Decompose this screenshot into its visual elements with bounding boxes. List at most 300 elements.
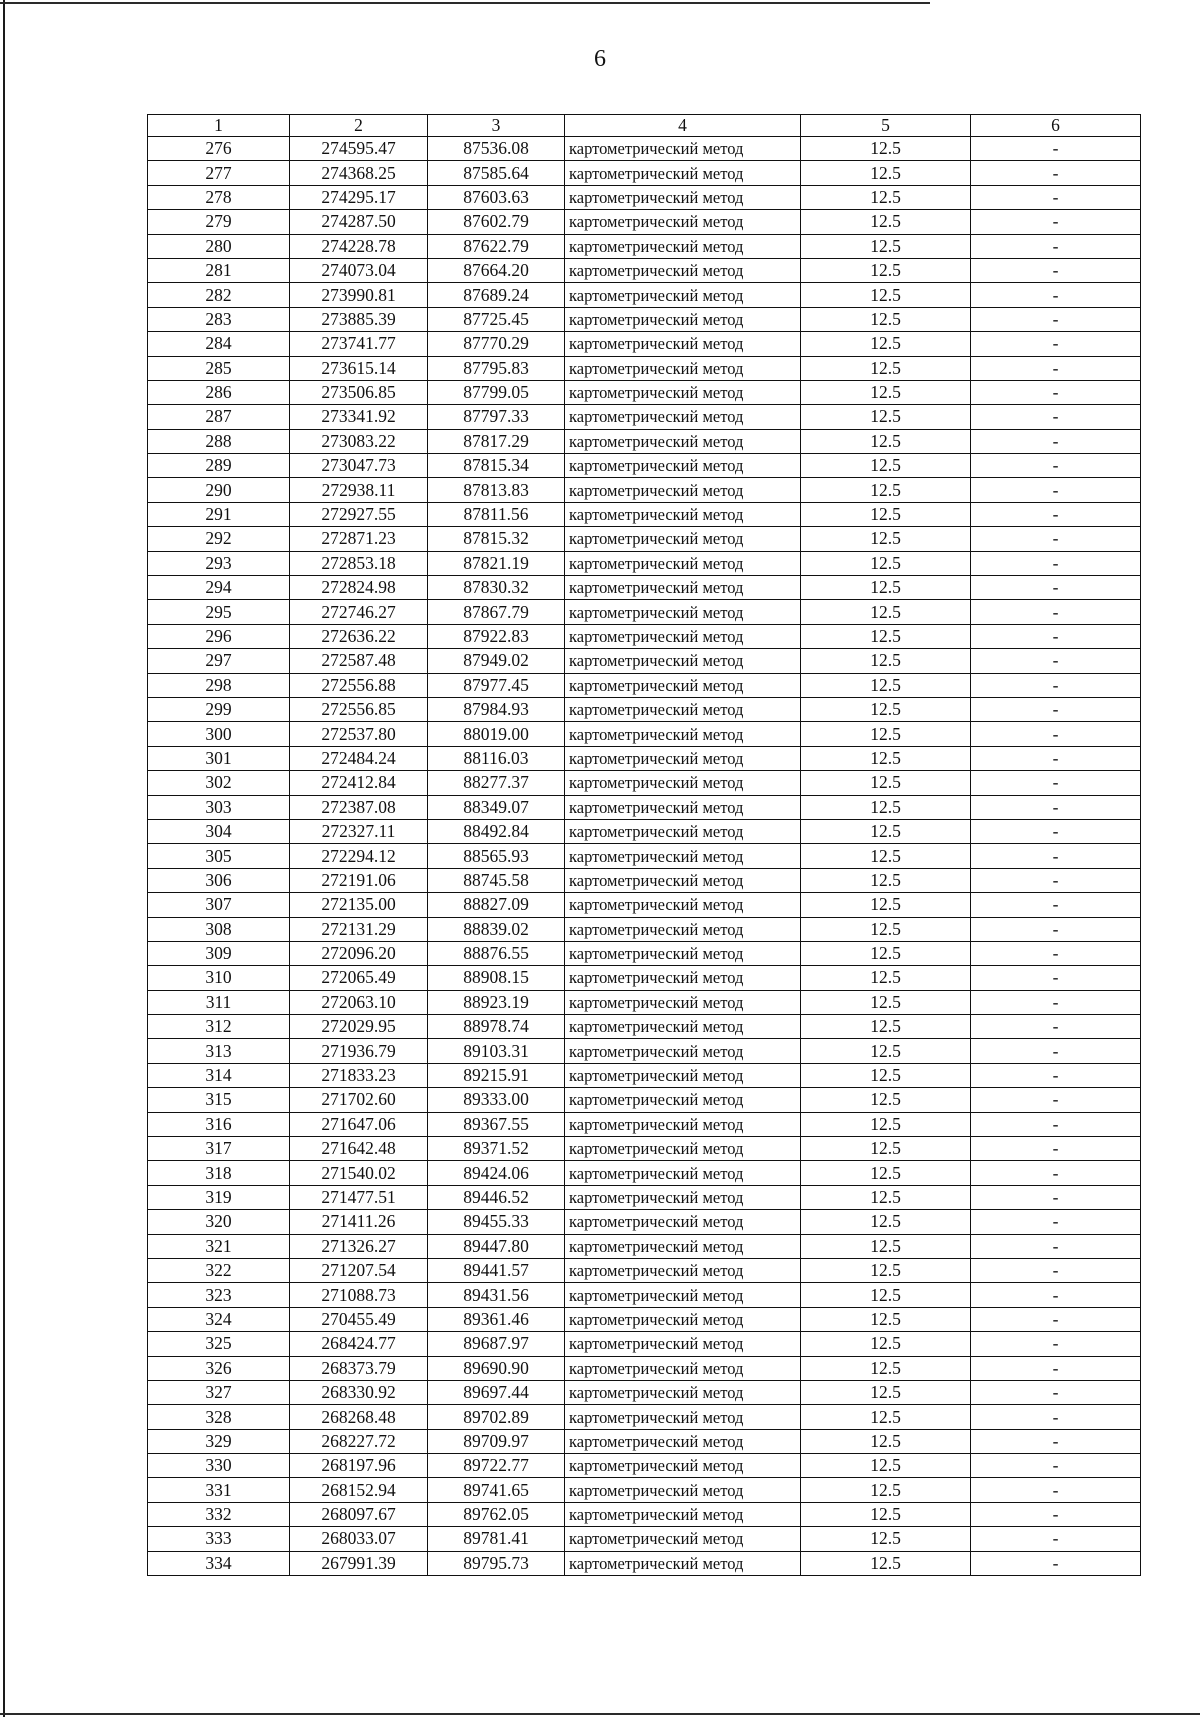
x-coordinate-cell: 271088.73 (290, 1283, 428, 1307)
method-cell: картометрический метод (565, 1551, 801, 1575)
accuracy-cell: 12.5 (801, 917, 971, 941)
accuracy-cell: 12.5 (801, 673, 971, 697)
table-row (148, 893, 1141, 917)
method-cell: картометрический метод (565, 1454, 801, 1478)
accuracy-cell: 12.5 (801, 551, 971, 575)
method-cell: картометрический метод (565, 990, 801, 1014)
point-number-cell: 315 (148, 1088, 290, 1112)
note-cell: - (971, 673, 1141, 697)
table-row (148, 868, 1141, 892)
x-coordinate-cell: 271833.23 (290, 1063, 428, 1087)
note-cell: - (971, 1307, 1141, 1331)
y-coordinate-cell: 87799.05 (428, 380, 565, 404)
accuracy-cell: 12.5 (801, 1210, 971, 1234)
accuracy-cell: 12.5 (801, 1137, 971, 1161)
method-cell: картометрический метод (565, 356, 801, 380)
note-cell: - (971, 1161, 1141, 1185)
y-coordinate-cell: 87725.45 (428, 307, 565, 331)
note-cell: - (971, 795, 1141, 819)
y-coordinate-cell: 87830.32 (428, 576, 565, 600)
x-coordinate-cell: 273083.22 (290, 429, 428, 453)
point-number-cell: 279 (148, 210, 290, 234)
y-coordinate-cell: 88019.00 (428, 722, 565, 746)
note-cell: - (971, 1380, 1141, 1404)
column-header: 1 (148, 115, 290, 137)
y-coordinate-cell: 87770.29 (428, 332, 565, 356)
accuracy-cell: 12.5 (801, 1380, 971, 1404)
x-coordinate-cell: 272096.20 (290, 941, 428, 965)
scan-edge-top (0, 2, 930, 4)
column-header: 2 (290, 115, 428, 137)
note-cell: - (971, 1185, 1141, 1209)
table-row (148, 185, 1141, 209)
point-number-cell: 278 (148, 185, 290, 209)
x-coordinate-cell: 272556.88 (290, 673, 428, 697)
scan-edge-bottom (0, 1713, 1200, 1715)
y-coordinate-cell: 89361.46 (428, 1307, 565, 1331)
y-coordinate-cell: 88277.37 (428, 771, 565, 795)
method-cell: картометрический метод (565, 1234, 801, 1258)
table-row (148, 258, 1141, 282)
note-cell: - (971, 161, 1141, 185)
table-row (148, 795, 1141, 819)
y-coordinate-cell: 88839.02 (428, 917, 565, 941)
method-cell: картометрический метод (565, 795, 801, 819)
note-cell: - (971, 868, 1141, 892)
accuracy-cell: 12.5 (801, 405, 971, 429)
table-row (148, 454, 1141, 478)
point-number-cell: 295 (148, 600, 290, 624)
accuracy-cell: 12.5 (801, 185, 971, 209)
note-cell: - (971, 1283, 1141, 1307)
point-number-cell: 306 (148, 868, 290, 892)
point-number-cell: 319 (148, 1185, 290, 1209)
point-number-cell: 334 (148, 1551, 290, 1575)
column-header: 4 (565, 115, 801, 137)
y-coordinate-cell: 87815.32 (428, 527, 565, 551)
note-cell: - (971, 258, 1141, 282)
x-coordinate-cell: 268152.94 (290, 1478, 428, 1502)
table-row (148, 356, 1141, 380)
accuracy-cell: 12.5 (801, 356, 971, 380)
table-row (148, 1405, 1141, 1429)
y-coordinate-cell: 89441.57 (428, 1258, 565, 1282)
x-coordinate-cell: 268373.79 (290, 1356, 428, 1380)
point-number-cell: 330 (148, 1454, 290, 1478)
point-number-cell: 328 (148, 1405, 290, 1429)
note-cell: - (971, 819, 1141, 843)
x-coordinate-cell: 272029.95 (290, 1015, 428, 1039)
point-number-cell: 284 (148, 332, 290, 356)
accuracy-cell: 12.5 (801, 600, 971, 624)
method-cell: картометрический метод (565, 697, 801, 721)
x-coordinate-cell: 267991.39 (290, 1551, 428, 1575)
point-number-cell: 298 (148, 673, 290, 697)
table-row (148, 697, 1141, 721)
x-coordinate-cell: 272636.22 (290, 624, 428, 648)
x-coordinate-cell: 268197.96 (290, 1454, 428, 1478)
note-cell: - (971, 429, 1141, 453)
x-coordinate-cell: 268227.72 (290, 1429, 428, 1453)
note-cell: - (971, 941, 1141, 965)
y-coordinate-cell: 89687.97 (428, 1332, 565, 1356)
note-cell: - (971, 454, 1141, 478)
accuracy-cell: 12.5 (801, 1307, 971, 1331)
note-cell: - (971, 917, 1141, 941)
y-coordinate-cell: 89690.90 (428, 1356, 565, 1380)
x-coordinate-cell: 272824.98 (290, 576, 428, 600)
method-cell: картометрический метод (565, 429, 801, 453)
table-row (148, 1161, 1141, 1185)
accuracy-cell: 12.5 (801, 1502, 971, 1526)
accuracy-cell: 12.5 (801, 1332, 971, 1356)
table-row (148, 917, 1141, 941)
table-row (148, 380, 1141, 404)
note-cell: - (971, 502, 1141, 526)
point-number-cell: 321 (148, 1234, 290, 1258)
y-coordinate-cell: 89103.31 (428, 1039, 565, 1063)
accuracy-cell: 12.5 (801, 1234, 971, 1258)
method-cell: картометрический метод (565, 673, 801, 697)
table-row (148, 307, 1141, 331)
table-row (148, 1234, 1141, 1258)
table-row (148, 941, 1141, 965)
note-cell: - (971, 1405, 1141, 1429)
note-cell: - (971, 624, 1141, 648)
table-row (148, 624, 1141, 648)
method-cell: картометрический метод (565, 283, 801, 307)
y-coordinate-cell: 88492.84 (428, 819, 565, 843)
method-cell: картометрический метод (565, 137, 801, 161)
y-coordinate-cell: 88565.93 (428, 844, 565, 868)
method-cell: картометрический метод (565, 1088, 801, 1112)
table-row (148, 1307, 1141, 1331)
note-cell: - (971, 600, 1141, 624)
method-cell: картометрический метод (565, 1502, 801, 1526)
note-cell: - (971, 185, 1141, 209)
y-coordinate-cell: 89795.73 (428, 1551, 565, 1575)
method-cell: картометрический метод (565, 332, 801, 356)
method-cell: картометрический метод (565, 1356, 801, 1380)
method-cell: картометрический метод (565, 307, 801, 331)
x-coordinate-cell: 271326.27 (290, 1234, 428, 1258)
note-cell: - (971, 1088, 1141, 1112)
method-cell: картометрический метод (565, 185, 801, 209)
y-coordinate-cell: 87689.24 (428, 283, 565, 307)
table-row (148, 746, 1141, 770)
y-coordinate-cell: 87585.64 (428, 161, 565, 185)
y-coordinate-cell: 89455.33 (428, 1210, 565, 1234)
y-coordinate-cell: 87867.79 (428, 600, 565, 624)
y-coordinate-cell: 89431.56 (428, 1283, 565, 1307)
point-number-cell: 301 (148, 746, 290, 770)
table-row (148, 649, 1141, 673)
point-number-cell: 311 (148, 990, 290, 1014)
note-cell: - (971, 966, 1141, 990)
y-coordinate-cell: 89709.97 (428, 1429, 565, 1453)
method-cell: картометрический метод (565, 502, 801, 526)
method-cell: картометрический метод (565, 1112, 801, 1136)
y-coordinate-cell: 89702.89 (428, 1405, 565, 1429)
accuracy-cell: 12.5 (801, 137, 971, 161)
table-row (148, 722, 1141, 746)
x-coordinate-cell: 271936.79 (290, 1039, 428, 1063)
method-cell: картометрический метод (565, 600, 801, 624)
x-coordinate-cell: 273615.14 (290, 356, 428, 380)
method-cell: картометрический метод (565, 746, 801, 770)
method-cell: картометрический метод (565, 234, 801, 258)
y-coordinate-cell: 88349.07 (428, 795, 565, 819)
point-number-cell: 317 (148, 1137, 290, 1161)
table-row (148, 283, 1141, 307)
point-number-cell: 293 (148, 551, 290, 575)
table-row (148, 210, 1141, 234)
y-coordinate-cell: 89446.52 (428, 1185, 565, 1209)
x-coordinate-cell: 270455.49 (290, 1307, 428, 1331)
note-cell: - (971, 1429, 1141, 1453)
x-coordinate-cell: 271642.48 (290, 1137, 428, 1161)
accuracy-cell: 12.5 (801, 746, 971, 770)
method-cell: картометрический метод (565, 649, 801, 673)
note-cell: - (971, 1210, 1141, 1234)
table-row (148, 1454, 1141, 1478)
point-number-cell: 320 (148, 1210, 290, 1234)
method-cell: картометрический метод (565, 478, 801, 502)
method-cell: картометрический метод (565, 722, 801, 746)
x-coordinate-cell: 272135.00 (290, 893, 428, 917)
point-number-cell: 282 (148, 283, 290, 307)
note-cell: - (971, 1015, 1141, 1039)
note-cell: - (971, 1356, 1141, 1380)
accuracy-cell: 12.5 (801, 1088, 971, 1112)
table-row (148, 1063, 1141, 1087)
method-cell: картометрический метод (565, 819, 801, 843)
accuracy-cell: 12.5 (801, 819, 971, 843)
note-cell: - (971, 1063, 1141, 1087)
y-coordinate-cell: 88116.03 (428, 746, 565, 770)
table-row (148, 673, 1141, 697)
method-cell: картометрический метод (565, 1429, 801, 1453)
table-row (148, 1332, 1141, 1356)
method-cell: картометрический метод (565, 1185, 801, 1209)
coordinates-table (147, 114, 1141, 1576)
accuracy-cell: 12.5 (801, 1478, 971, 1502)
note-cell: - (971, 283, 1141, 307)
method-cell: картометрический метод (565, 917, 801, 941)
x-coordinate-cell: 272556.85 (290, 697, 428, 721)
scan-edge-left (3, 0, 5, 1717)
note-cell: - (971, 1234, 1141, 1258)
point-number-cell: 290 (148, 478, 290, 502)
method-cell: картометрический метод (565, 1137, 801, 1161)
point-number-cell: 333 (148, 1527, 290, 1551)
accuracy-cell: 12.5 (801, 210, 971, 234)
table-row (148, 551, 1141, 575)
point-number-cell: 297 (148, 649, 290, 673)
y-coordinate-cell: 87622.79 (428, 234, 565, 258)
y-coordinate-cell: 89781.41 (428, 1527, 565, 1551)
y-coordinate-cell: 87795.83 (428, 356, 565, 380)
point-number-cell: 305 (148, 844, 290, 868)
x-coordinate-cell: 272484.24 (290, 746, 428, 770)
point-number-cell: 316 (148, 1112, 290, 1136)
x-coordinate-cell: 274228.78 (290, 234, 428, 258)
accuracy-cell: 12.5 (801, 332, 971, 356)
y-coordinate-cell: 88876.55 (428, 941, 565, 965)
column-header: 6 (971, 115, 1141, 137)
x-coordinate-cell: 272294.12 (290, 844, 428, 868)
method-cell: картометрический метод (565, 210, 801, 234)
point-number-cell: 277 (148, 161, 290, 185)
x-coordinate-cell: 273885.39 (290, 307, 428, 331)
y-coordinate-cell: 89215.91 (428, 1063, 565, 1087)
accuracy-cell: 12.5 (801, 649, 971, 673)
table-row (148, 600, 1141, 624)
table-row (148, 1137, 1141, 1161)
page-number: 6 (594, 46, 606, 72)
y-coordinate-cell: 87602.79 (428, 210, 565, 234)
note-cell: - (971, 234, 1141, 258)
x-coordinate-cell: 268097.67 (290, 1502, 428, 1526)
x-coordinate-cell: 271540.02 (290, 1161, 428, 1185)
accuracy-cell: 12.5 (801, 307, 971, 331)
note-cell: - (971, 380, 1141, 404)
accuracy-cell: 12.5 (801, 722, 971, 746)
accuracy-cell: 12.5 (801, 1063, 971, 1087)
point-number-cell: 299 (148, 697, 290, 721)
table-row (148, 1551, 1141, 1575)
table-row (148, 1380, 1141, 1404)
accuracy-cell: 12.5 (801, 868, 971, 892)
table-row (148, 234, 1141, 258)
x-coordinate-cell: 268268.48 (290, 1405, 428, 1429)
x-coordinate-cell: 272938.11 (290, 478, 428, 502)
note-cell: - (971, 1039, 1141, 1063)
table-row (148, 1258, 1141, 1282)
x-coordinate-cell: 268033.07 (290, 1527, 428, 1551)
y-coordinate-cell: 87536.08 (428, 137, 565, 161)
method-cell: картометрический метод (565, 1210, 801, 1234)
x-coordinate-cell: 273506.85 (290, 380, 428, 404)
method-cell: картометрический метод (565, 1307, 801, 1331)
y-coordinate-cell: 89697.44 (428, 1380, 565, 1404)
method-cell: картометрический метод (565, 454, 801, 478)
x-coordinate-cell: 272537.80 (290, 722, 428, 746)
accuracy-cell: 12.5 (801, 1015, 971, 1039)
point-number-cell: 302 (148, 771, 290, 795)
method-cell: картометрический метод (565, 380, 801, 404)
x-coordinate-cell: 274295.17 (290, 185, 428, 209)
accuracy-cell: 12.5 (801, 1039, 971, 1063)
table-row (148, 1283, 1141, 1307)
x-coordinate-cell: 272927.55 (290, 502, 428, 526)
method-cell: картометрический метод (565, 1380, 801, 1404)
point-number-cell: 283 (148, 307, 290, 331)
note-cell: - (971, 527, 1141, 551)
note-cell: - (971, 697, 1141, 721)
note-cell: - (971, 332, 1141, 356)
x-coordinate-cell: 271477.51 (290, 1185, 428, 1209)
note-cell: - (971, 210, 1141, 234)
note-cell: - (971, 746, 1141, 770)
point-number-cell: 296 (148, 624, 290, 648)
point-number-cell: 286 (148, 380, 290, 404)
table-row (148, 332, 1141, 356)
point-number-cell: 313 (148, 1039, 290, 1063)
table-row (148, 844, 1141, 868)
note-cell: - (971, 1551, 1141, 1575)
point-number-cell: 289 (148, 454, 290, 478)
accuracy-cell: 12.5 (801, 258, 971, 282)
y-coordinate-cell: 87984.93 (428, 697, 565, 721)
y-coordinate-cell: 87815.34 (428, 454, 565, 478)
y-coordinate-cell: 87811.56 (428, 502, 565, 526)
table-body (148, 137, 1141, 1576)
y-coordinate-cell: 87977.45 (428, 673, 565, 697)
point-number-cell: 308 (148, 917, 290, 941)
accuracy-cell: 12.5 (801, 795, 971, 819)
accuracy-cell: 12.5 (801, 380, 971, 404)
accuracy-cell: 12.5 (801, 844, 971, 868)
point-number-cell: 327 (148, 1380, 290, 1404)
point-number-cell: 304 (148, 819, 290, 843)
x-coordinate-cell: 272387.08 (290, 795, 428, 819)
method-cell: картометрический метод (565, 1527, 801, 1551)
accuracy-cell: 12.5 (801, 429, 971, 453)
accuracy-cell: 12.5 (801, 697, 971, 721)
method-cell: картометрический метод (565, 527, 801, 551)
note-cell: - (971, 1112, 1141, 1136)
point-number-cell: 331 (148, 1478, 290, 1502)
y-coordinate-cell: 87664.20 (428, 258, 565, 282)
point-number-cell: 300 (148, 722, 290, 746)
x-coordinate-cell: 274073.04 (290, 258, 428, 282)
accuracy-cell: 12.5 (801, 1283, 971, 1307)
y-coordinate-cell: 89424.06 (428, 1161, 565, 1185)
y-coordinate-cell: 89367.55 (428, 1112, 565, 1136)
point-number-cell: 285 (148, 356, 290, 380)
x-coordinate-cell: 272853.18 (290, 551, 428, 575)
point-number-cell: 287 (148, 405, 290, 429)
note-cell: - (971, 844, 1141, 868)
method-cell: картометрический метод (565, 893, 801, 917)
table-row (148, 1478, 1141, 1502)
method-cell: картометрический метод (565, 966, 801, 990)
note-cell: - (971, 990, 1141, 1014)
y-coordinate-cell: 88923.19 (428, 990, 565, 1014)
column-header: 5 (801, 115, 971, 137)
accuracy-cell: 12.5 (801, 1551, 971, 1575)
accuracy-cell: 12.5 (801, 1454, 971, 1478)
note-cell: - (971, 1258, 1141, 1282)
point-number-cell: 318 (148, 1161, 290, 1185)
y-coordinate-cell: 87922.83 (428, 624, 565, 648)
column-header: 3 (428, 115, 565, 137)
x-coordinate-cell: 274287.50 (290, 210, 428, 234)
x-coordinate-cell: 272412.84 (290, 771, 428, 795)
point-number-cell: 280 (148, 234, 290, 258)
x-coordinate-cell: 271207.54 (290, 1258, 428, 1282)
note-cell: - (971, 137, 1141, 161)
note-cell: - (971, 1478, 1141, 1502)
note-cell: - (971, 478, 1141, 502)
y-coordinate-cell: 89722.77 (428, 1454, 565, 1478)
note-cell: - (971, 771, 1141, 795)
y-coordinate-cell: 87797.33 (428, 405, 565, 429)
point-number-cell: 292 (148, 527, 290, 551)
accuracy-cell: 12.5 (801, 1161, 971, 1185)
table-row (148, 429, 1141, 453)
